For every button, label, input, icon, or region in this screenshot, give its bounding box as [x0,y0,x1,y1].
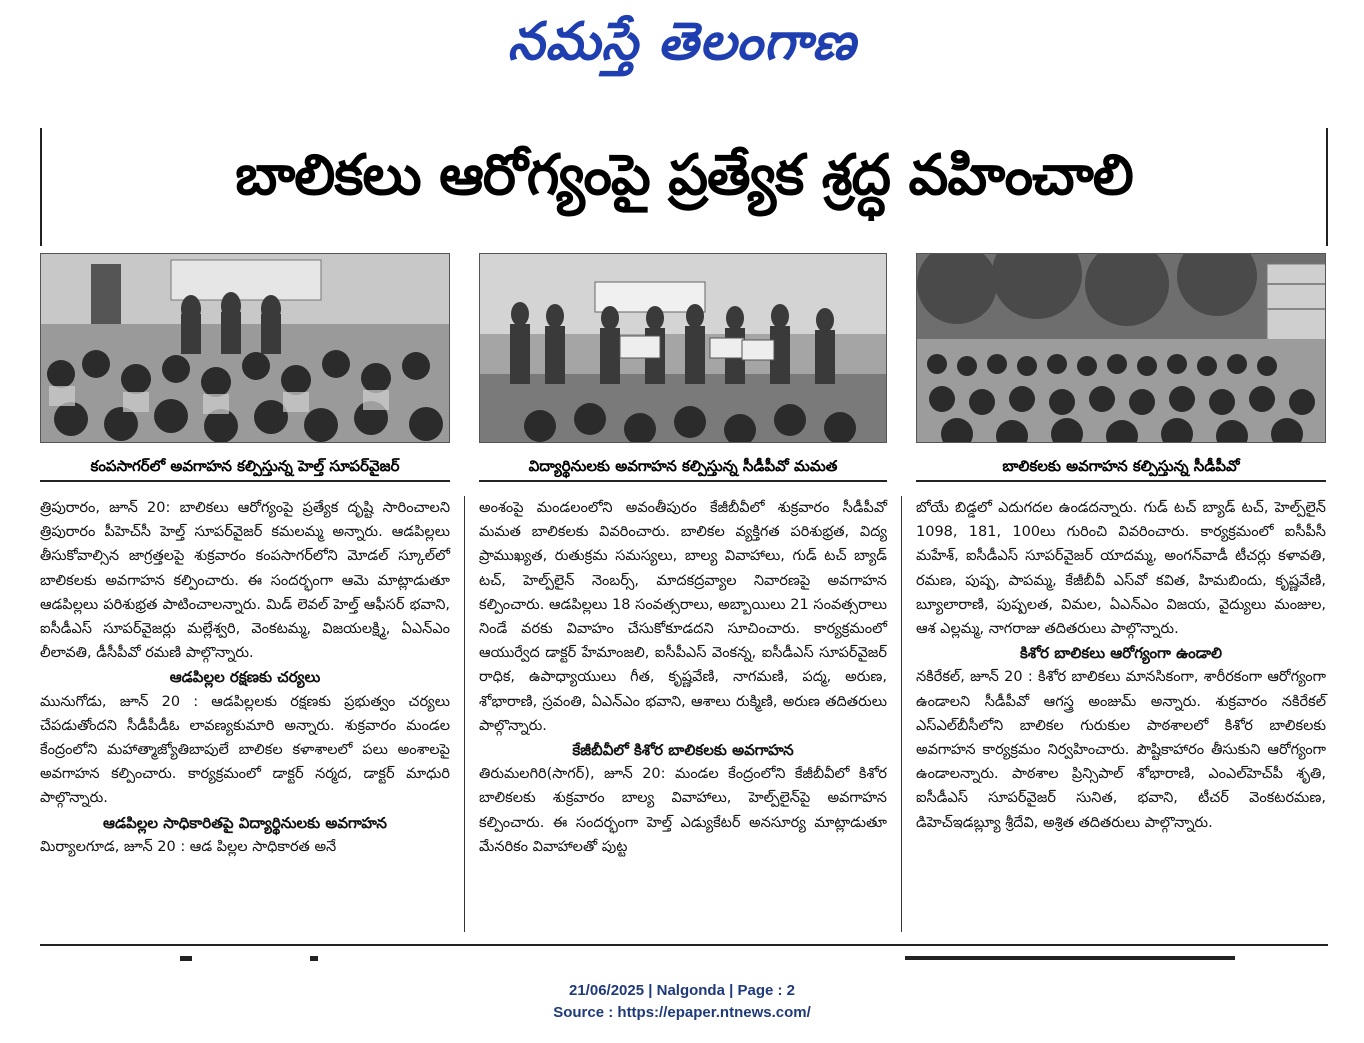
headline-frame-right [1326,128,1328,246]
masthead-logo: నమస్తే తెలంగాణ [507,11,857,72]
column-divider [464,496,465,932]
photo-caption-2: విద్యార్థినులకు అవగాహన కల్పిస్తున్న సీడీపీవో మమత [479,452,887,482]
photo-illustration-2 [480,254,887,443]
article-column-2 [479,496,887,859]
photo-stage-kgbv [479,253,887,443]
article-paragraph: అంశంపై మండలంలోని అవంతీపురం కేజీబీవీలో శుక్రవారం సీడీపీవో మమత బాలికలకు వివరించారు. బాలికల వ్యక్తిగత పరిశుభ్రత, విద్య ప్రాముఖ్యత, రుతుక్రమ సమస్యలు, బాల్య వివాహాలు, గుడ్ టచ్ బ్యాడ్ టచ్, హెల్ప్‌లైన్ నెంబర్స్, మాదకద్రవ్యాల నివారణపై అవగాహన కల్పించారు. ఆడపిల్లలు 18 సంవత్సరాలు, అబ్బాయిలు 21 సంవత్సరాలు నిండే వరకు వివాహం చేసుకోకూడదని సూచించారు. కార్యక్రమంలో ఆయుర్వేద డాక్టర్ హేమాంజలి, ఐసీపీఎస్ వెంకన్న, ఐసీడీఎస్ సూపర్‌వైజర్ రాధిక, ఉపాధ్యాయులు గీత, కృష్ణవేణి, నాగమణి, పద్మ, అరుణ, శోభారాణి, స్రవంతి, ఏఎన్‌ఎం భవాని, ఆశాలు రుక్మిణి, అరుణ తదితరులు పాల్గొన్నారు. [479,500,887,734]
photo-caption-3: బాలికలకు అవగాహన కల్పిస్తున్న సీడీపీవో [916,452,1326,482]
bottom-rule [40,944,1328,946]
photo-caption-1: కంపసాగర్‌లో అవగాహన కల్పిస్తున్న హెల్త్ సూపర్‌వైజర్ [40,452,450,482]
article-subheading: కేజీబీవీలో కిశోర బాలికలకు అవగాహన [572,741,794,760]
photo-classroom-kampasagar [40,253,450,443]
article-paragraph: బోయే బిడ్డలో ఎదుగదల ఉండదన్నారు. గుడ్ టచ్ బ్యాడ్ టచ్, హెల్ప్‌లైన్ 1098, 181, 100లు గురించి వివరించారు. కార్యక్రమంలో ఐసీపీసీ మహేశ్, ఐసీడీఎస్ సూపర్‌వైజర్ యాదమ్మ, అంగన్‌వాడీ టీచర్లు కళావతి, రమణ, పుష్ప, పాపమ్మ, కేజీబీవీ ఎస్‌వో కవిత, హిమబిందు, కృష్ణవేణి, బ్యూలారాణి, పుష్పలత, విమల, ఏఎన్‌ఎం విజయ, వైద్యులు మంజుల, ఆశ ఎల్లమ్మ, నాగరాజు తదితరులు పాల్గొన్నారు. [916,500,1326,638]
cutoff-mark [905,956,1235,960]
article-paragraph: నకిరేకల్, జూన్ 20 : కిశోర బాలికలు మానసికంగా, శారీరకంగా ఆరోగ్యంగా ఉండాలని సీడీపీవో ఆగస్త్ర అంజుమ్ అన్నారు. శుక్రవారం నకిరేకల్ ఎస్‌ఎల్‌బీసీలోని బాలికల గురుకుల పాఠశాలలో కిశోర బాలికలకు అవగాహన కార్యక్రమం నిర్వహించారు. పౌష్టికాహారం తీసుకుని ఆరోగ్యంగా ఉండాలన్నారు. పాఠశాల ప్రిన్సిపాల్ శోభారాణి, ఎంఎల్‌హెచ్‌పీ శృతి, ఐసీడీఎస్ సూపర్‌వైజర్ సునిత, భవాని, టీచర్ వెంకటరమణ, డిహెచ్‌ఇడబ్ల్యూ శ్రీదేవి, అశ్రిత తదితరులు పాల్గొన్నారు. [916,669,1326,831]
article-column-1 [40,496,450,859]
page-headline: బాలికలు ఆరోగ్యంపై ప్రత్యేక శ్రద్ధ వహించాలి [235,143,1133,208]
article-paragraph: మునుగోడు, జూన్ 20 : ఆడపిల్లలకు రక్షణకు ప్రభుత్వం చర్యలు చేపడుతోందని సీడీపీడీఓ లావణ్యకుమారి అన్నారు. శుక్రవారం మండల కేంద్రంలోని మహాత్మాజ్యోతిబాపులే బాలికల కళాశాలలో పలు అంశాలపై అవగాహన కల్పించారు. కార్యక్రమంలో డాక్టర్ నర్మద, డాక్టర్ మాధురి పాల్గొన్నారు. [40,693,450,807]
photo-outdoor-gathering [916,253,1326,443]
footer-source: Source : https://epaper.ntnews.com/ [553,1004,811,1021]
cutoff-mark [310,956,318,961]
article-paragraph: త్రిపురారం, జూన్ 20: బాలికలు ఆరోగ్యంపై ప్రత్యేక దృష్టి సారించాలని త్రిపురారం పీహెచ్‌సీ హెల్త్ సూపర్‌వైజర్ కమలమ్మ అన్నారు. ఆడపిల్లలు తీసుకోవాల్సిన జాగ్రత్తలపై శుక్రవారం కంపసాగర్‌లోని మోడల్ స్కూల్‌లో బాలికలకు అవగాహన కల్పించారు. ఈ సందర్భంగా ఆమె మాట్లాడుతూ ఆడపిల్లలు పరిశుభ్రత పాటించాలన్నారు. మిడ్ లెవల్ హెల్త్ ఆఫీసర్ భవాని, ఐసీడీఎస్ సూపర్‌వైజర్లు మల్లేశ్వరి, వెంకటమ్మ, విజయలక్ష్మి, ఏఎన్‌ఎం లీలావతి, డీసీపీవో రమణి పాల్గొన్నారు. [40,500,450,662]
photo-illustration-1 [41,254,450,443]
article-subheading: ఆడపిల్లల రక్షణకు చర్యలు [169,668,321,687]
column-divider [901,496,902,932]
article-paragraph: మిర్యాలగూడ, జూన్ 20 : ఆడ పిల్లల సాధికారత అనే [40,838,337,855]
article-subheading: ఆడపిల్లల సాధికారితపై విద్యార్థినులకు అవగాహన [103,813,387,832]
article-paragraph: తిరుమలగిరి(సాగర్), జూన్ 20: మండల కేంద్రంలోని కేజీబీవీలో కిశోర బాలికలకు శుక్రవారం బాల్య వివాహాలు, హెల్ప్‌లైన్‌పై అవగాహన కల్పించారు. ఈ సందర్భంగా హెల్త్ ఎడ్యుకేటర్ అనసూర్య మాట్లాడుతూ మేనరికం వివాహాలతో పుట్ట [479,766,887,855]
footer-date-edition: 21/06/2025 | Nalgonda | Page : 2 [569,982,795,999]
photo-illustration-3 [917,254,1326,443]
article-column-3 [916,496,1326,835]
article-subheading: కిశోర బాలికలు ఆరోగ్యంగా ఉండాలి [1020,644,1222,663]
cutoff-mark [180,956,192,961]
